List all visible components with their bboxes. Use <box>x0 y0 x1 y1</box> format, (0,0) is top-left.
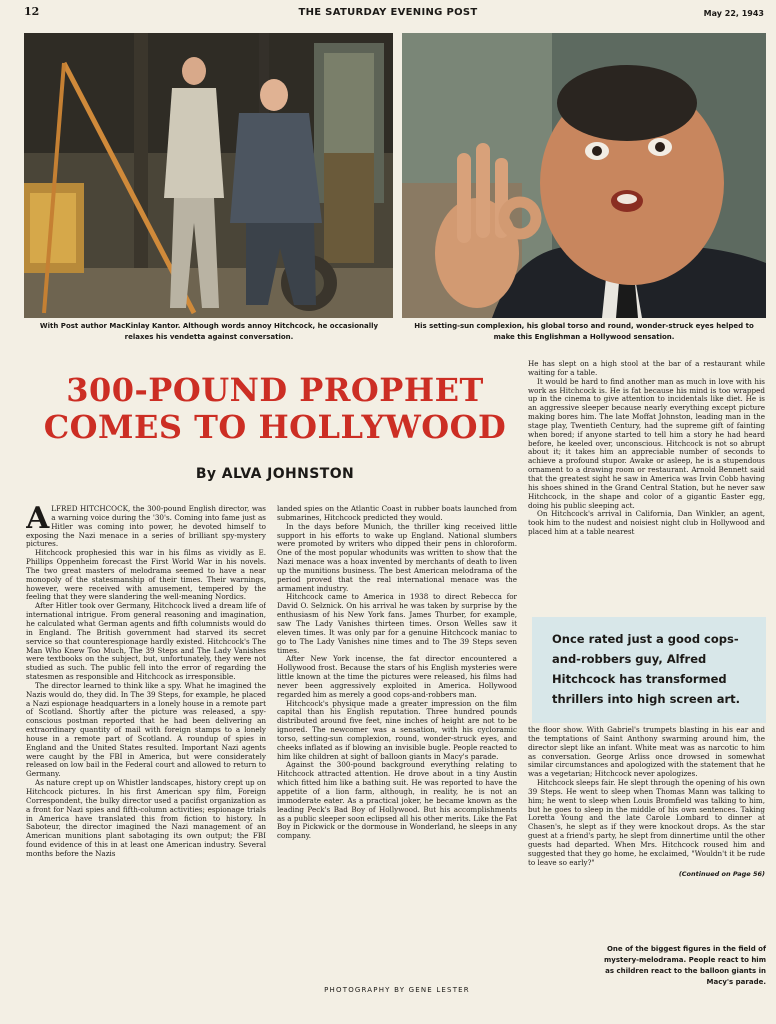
paragraph: Hitchcock sleeps fair. He slept through the opening of his own 39 Steps. He went to sleep when Thomas Mann was talking to him; he went to sleep when Louis Bromfield was talking to him, but he goes to sleep in the middle of his own sentences. Taking Loretta Young and the late Carole Lombard to dinner at Chasen's, he slept as if they were knockout drops. As the star guest at a friend's party, he slept from dinnertime until the other guests had departed. When Mrs. Hitchcock roused him and suggested that they go home, he exclaimed, "Wouldn't it be rude to leave so early?" <box>528 778 765 867</box>
drop-cap: A <box>26 505 50 536</box>
article-headline <box>26 372 524 446</box>
photo-left-caption: With Post author MacKinlay Kantor. Although words annoy Hitchcock, he occasionally relaxes his vendetta against conversation. <box>39 322 379 341</box>
column-3-bottom <box>528 726 765 914</box>
side-caption: One of the biggest figures in the field of mystery-melodrama. People react to him as children react to the balloon giants in Macy's parade. <box>604 945 766 986</box>
paragraph: It would be hard to find another man as much in love with his work as Hitchcock is. He is fat because his mind is too wrapped up in the cinema to give attention to incidentals like diet. He is an aggressive sleeper because nearly everything except picture making bores him. The late Moffat Johnston, leading man in the stage play, Twentieth Century, had the supreme gift of fainting when bored; if anyone started to tell him a story he had heard before, he keeled over, unconscious. Hitchcock is not so abrupt about it; it takes him an appreciable number of seconds to achieve a profound stupor. Awake or asleep, he is a stupendous ornament to a drawing room or restaurant. Arnold Bennett said that the greatest sight he saw in America was Irvin Cobb having his shoes shined in the Grand Central Station, but he never saw Hitchcock, in the shape and color of a gigantic Easter egg, doing his public sleeping act. <box>528 376 765 510</box>
paragraph: the floor show. With Gabriel's trumpets blasting in his ear and the temptations of Saint Anthony swarming around him, the director slept like an infant. White meat was as narcotic to him as conversation. George Arliss once drowsed in somewhat similar circumstances and apologized with the statement that he was a vegetarian; Hitchcock never apologizes. <box>528 726 765 779</box>
paragraph: Hitchcock prophesied this war in his films as vividly as E. Phillips Oppenheim forecast the First World War in his novels. The two great masters of melodrama seemed to have a near monopoly of the statesmanship of their times. Their warnings, however, were received with amusement, tempered by the feeling that they were slandering the well-meaning Nordics. <box>26 548 266 602</box>
paragraph: After New York incense, the fat director encountered a Hollywood frost. Because the stars of his English mysteries were little known at the time the pictures were released, his films had never been aggressively exploited in America. Hollywood regarded him as merely a good cops-and-robbers man. <box>277 654 517 699</box>
paragraph: He has slept on a high stool at the bar of a restaurant while waiting for a table. <box>528 360 765 377</box>
paragraph: As nature crept up on Whistler landscapes, history crept up on Hitchcock pictures. In his first American spy film, Foreign Correspondent, the bulky director used a pacifist organization as a front for Nazi spies and fifth-column activities; espionage trials in America have translated this from fiction to history. In Saboteur, the director imagined the Nazi management of an American munitions plant sabotaging its own output; the FBI found evidence of this in at least one American industry. Several months before the Nazis <box>26 778 266 858</box>
paragraph: Against the 300-pound background everything relating to Hitchcock attracted attention. He drove about in a tiny Austin which fitted him like a bathing suit. He was reported to have the appetite of a lion farm, although, in reality, he is not an immoderate eater. As a practical joker, he became known as the leading Peck's Bad Boy of Hollywood. But his accomplishments as a public sleeper soon eclipsed all his other merits. Like the Fat Boy in Pickwick or the dormouse in Wonderland, he sleeps in any company. <box>277 760 517 841</box>
photo-hitchcock-portrait-image <box>402 33 766 318</box>
pull-quote: Once rated just a good cops-and-robbers guy, Alfred Hitchcock has transformed thrillers into high screen art. <box>532 617 766 723</box>
page-number: 12 <box>24 5 40 18</box>
paragraph: In the days before Munich, the thriller king received little support in his efforts to wake up England. National slumbers were promoted by writers who dipped their pens in chloroform. One of the most popular whodunits was written to show that the Nazi menace was a hoax invented by merchants of death to liven up the munitions business. The best American melodrama of the period proved that the real international menace was the armament industry. <box>277 521 517 593</box>
byline: By ALVA JOHNSTON <box>195 466 355 482</box>
magazine-title: THE SATURDAY EVENING POST <box>298 7 478 18</box>
column-1 <box>26 505 266 1010</box>
issue-date: May 22, 1943 <box>703 9 764 18</box>
paragraph: On Hitchcock's arrival in California, Dan Winkler, an agent, took him to the nudest and noisiest night club in Hollywood and placed him at a table nearest <box>528 509 765 537</box>
continued-note: (Continued on Page 56) <box>678 869 765 878</box>
paragraph: Hitchcock came to America in 1938 to direct Rebecca for David O. Selznick. On his arrival he was taken by surprise by the enthusiasm of his New York fans. James Thurber, for example, saw The Lady Vanishes thirteen times. Orson Welles saw it eleven times. It was only par for a genuine Hitchcock maniac to go to The Lady Vanishes nine times and to The 39 Steps seven times. <box>277 592 517 655</box>
photo-kantor-hitchcock-image <box>24 33 393 318</box>
paragraph: The director learned to think like a spy. What he imagined the Nazis would do, they did. In The 39 Steps, for example, he placed a Nazi espionage headquarters in a lonely house in a remote part of Scotland. Shortly after the picture was released, a spy-conscious postman reported that he had been delivering an extraordinary quantity of mail with foreign stamps to a lonely house in a remote part of Scotland. A roundup of spies in England and the United States resulted. Important Nazi agents were caught by the FBI in America, but were considerately released on low bail in the Federal court and allowed to return to Germany. <box>26 680 266 779</box>
headline-line-1: 300-POUND PROPHET <box>66 371 484 409</box>
column-2 <box>277 505 517 985</box>
column-3-top <box>528 360 765 618</box>
paragraph: Hitchcock's physique made a greater impression on the film capital than his English reputation. Three hundred pounds distributed around five feet, nine inches of height are not to be ignored. The newcomer was a sensation, with his cycloramic torso, setting-sun complexion, round, wonder-struck eyes, and cheeks inflated as if blowing an invisible bugle. People reacted to him like children at sight of balloon giants in Macy's parade. <box>277 698 517 761</box>
photo-hitchcock-portrait <box>402 33 766 318</box>
photo-right-caption: His setting-sun complexion, his global torso and round, wonder-struck eyes helped to make this Englishman a Hollywood sensation. <box>414 322 754 341</box>
paragraph: After Hitler took over Germany, Hitchcock lived a dream life of international intrigue. From general reasoning and imagination, he calculated what German agents and fifth columnists would do in England. The British government had starved its secret service so that counterespionage hardly existed. Hitchcock's The Man Who Knew Too Much, The 39 Steps and The Lady Vanishes were textbooks on the subject, but, unfortunately, they were not studied as such. The public fell into the error of regarding the statesmen as responsible and Hitchcock as irresponsible. <box>26 601 266 682</box>
photo-credit: PHOTOGRAPHY BY GENE LESTER <box>324 986 470 994</box>
headline-line-2: COMES TO HOLLYWOOD <box>43 408 507 446</box>
paragraph: ALFRED HITCHCOCK, the 300-pound English director, was a warning voice during the '30's. Coming into fame just as Hitler was coming into power, he devoted himself to exposing the Nazi menace in a series of brilliant spy-mystery pictures. <box>26 505 266 549</box>
photo-kantor-hitchcock <box>24 33 393 318</box>
paragraph: landed spies on the Atlantic Coast in rubber boats launched from submarines, Hitchcock predicted they would. <box>277 505 517 522</box>
